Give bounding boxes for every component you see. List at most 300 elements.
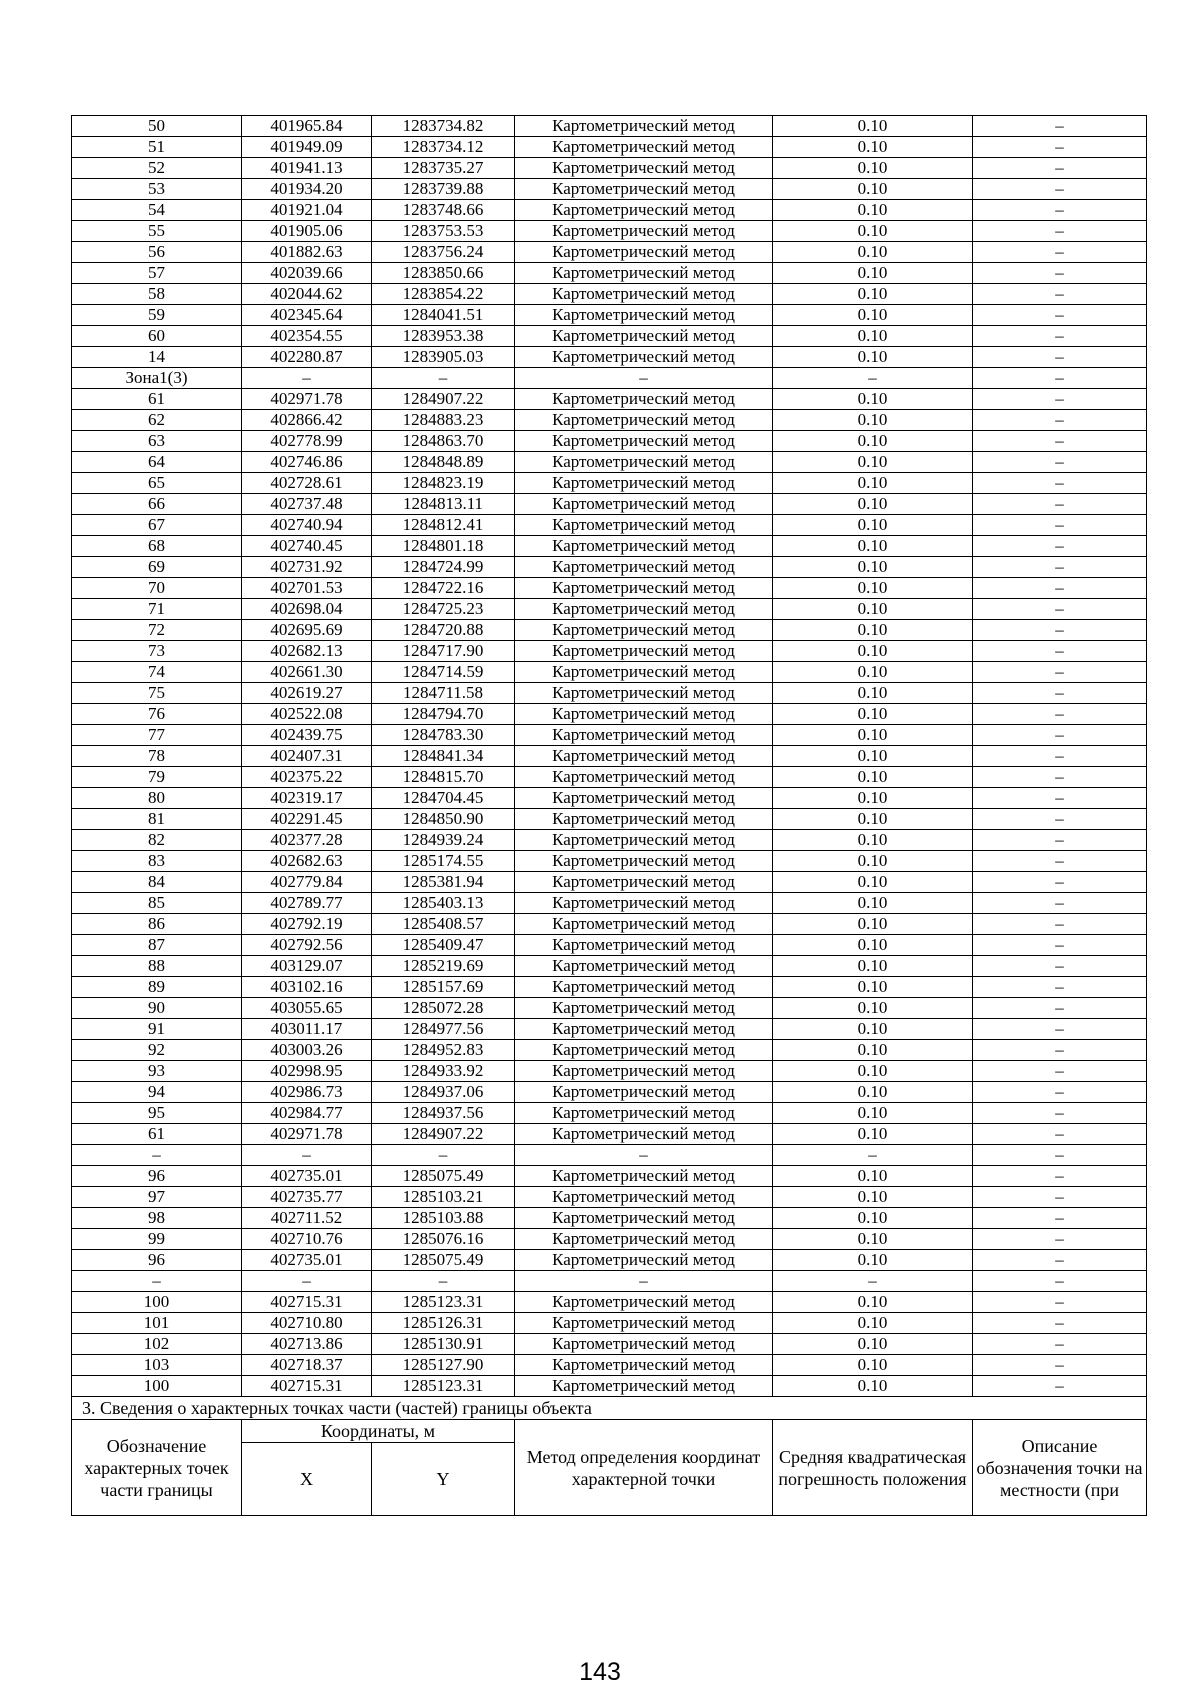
table-row (72, 767, 1147, 788)
x-cell: 402291.45 (242, 809, 372, 830)
description-cell: – (973, 956, 1147, 977)
table-row (72, 1019, 1147, 1040)
point-cell: 97 (72, 1187, 242, 1208)
y-cell: 1284939.24 (372, 830, 515, 851)
method-cell: Картометрический метод (515, 137, 773, 158)
description-cell: – (973, 263, 1147, 284)
y-cell: 1284937.56 (372, 1103, 515, 1124)
description-cell: – (973, 1187, 1147, 1208)
method-cell: Картометрический метод (515, 809, 773, 830)
y-cell: 1285409.47 (372, 935, 515, 956)
error-cell: 0.10 (773, 1103, 973, 1124)
y-cell: 1285123.31 (372, 1376, 515, 1397)
description-cell: – (973, 641, 1147, 662)
y-cell: 1284717.90 (372, 641, 515, 662)
method-cell: Картометрический метод (515, 347, 773, 368)
y-cell: 1283850.66 (372, 263, 515, 284)
method-cell: Картометрический метод (515, 473, 773, 494)
description-cell: – (973, 683, 1147, 704)
method-cell: Картометрический метод (515, 914, 773, 935)
x-cell: 402682.63 (242, 851, 372, 872)
y-cell: 1285103.21 (372, 1187, 515, 1208)
point-cell: 76 (72, 704, 242, 725)
method-cell: Картометрический метод (515, 1187, 773, 1208)
method-cell: Картометрический метод (515, 1040, 773, 1061)
method-cell: Картометрический метод (515, 1103, 773, 1124)
table-row (72, 473, 1147, 494)
method-cell: Картометрический метод (515, 641, 773, 662)
error-cell: 0.10 (773, 221, 973, 242)
table-row (72, 326, 1147, 347)
x-cell: 402039.66 (242, 263, 372, 284)
description-cell: – (973, 851, 1147, 872)
description-cell: – (973, 1355, 1147, 1376)
y-cell: 1284841.34 (372, 746, 515, 767)
table-row (72, 578, 1147, 599)
error-cell: 0.10 (773, 1334, 973, 1355)
header-description: Описание обозначения точки на местности (при (973, 1420, 1147, 1516)
method-cell: Картометрический метод (515, 662, 773, 683)
point-cell: 70 (72, 578, 242, 599)
table-row (72, 935, 1147, 956)
point-cell: 103 (72, 1355, 242, 1376)
error-cell: 0.10 (773, 557, 973, 578)
x-cell: 402789.77 (242, 893, 372, 914)
method-cell: Картометрический метод (515, 305, 773, 326)
description-cell: – (973, 1082, 1147, 1103)
description-cell: – (973, 368, 1147, 389)
table-row (72, 914, 1147, 935)
x-cell: 401965.84 (242, 116, 372, 137)
x-cell: 402044.62 (242, 284, 372, 305)
error-cell: 0.10 (773, 914, 973, 935)
y-cell: 1283756.24 (372, 242, 515, 263)
x-cell: 402737.48 (242, 494, 372, 515)
method-cell: Картометрический метод (515, 893, 773, 914)
description-cell: – (973, 977, 1147, 998)
table-row (72, 1208, 1147, 1229)
table-row (72, 1166, 1147, 1187)
error-cell: 0.10 (773, 599, 973, 620)
error-cell: 0.10 (773, 893, 973, 914)
table-row (72, 704, 1147, 725)
x-cell: 402280.87 (242, 347, 372, 368)
point-cell: 60 (72, 326, 242, 347)
y-cell: 1283734.12 (372, 137, 515, 158)
x-cell: 402971.78 (242, 389, 372, 410)
table-row (72, 977, 1147, 998)
y-cell: 1284823.19 (372, 473, 515, 494)
table-row (72, 788, 1147, 809)
table-row (72, 956, 1147, 977)
error-cell: 0.10 (773, 200, 973, 221)
x-cell: 402407.31 (242, 746, 372, 767)
table-row (72, 1355, 1147, 1376)
x-cell: 402698.04 (242, 599, 372, 620)
point-cell: 67 (72, 515, 242, 536)
method-cell: Картометрический метод (515, 326, 773, 347)
point-cell: 61 (72, 389, 242, 410)
y-cell: 1285126.31 (372, 1313, 515, 1334)
method-cell: Картометрический метод (515, 830, 773, 851)
method-cell: Картометрический метод (515, 515, 773, 536)
description-cell: – (973, 1019, 1147, 1040)
y-cell: 1285127.90 (372, 1355, 515, 1376)
point-cell: 14 (72, 347, 242, 368)
y-cell: 1284883.23 (372, 410, 515, 431)
error-cell: 0.10 (773, 1166, 973, 1187)
description-cell: – (973, 914, 1147, 935)
table-row (72, 830, 1147, 851)
description-cell: – (973, 1313, 1147, 1334)
error-cell: – (773, 1271, 973, 1292)
description-cell: – (973, 662, 1147, 683)
method-cell: Картометрический метод (515, 620, 773, 641)
description-cell: – (973, 179, 1147, 200)
method-cell: – (515, 1145, 773, 1166)
point-cell: – (72, 1145, 242, 1166)
method-cell: Картометрический метод (515, 221, 773, 242)
description-cell: – (973, 494, 1147, 515)
method-cell: Картометрический метод (515, 200, 773, 221)
x-cell: 402984.77 (242, 1103, 372, 1124)
point-cell: 102 (72, 1334, 242, 1355)
table-row (72, 116, 1147, 137)
point-cell: 89 (72, 977, 242, 998)
x-cell: 402710.76 (242, 1229, 372, 1250)
point-cell: 68 (72, 536, 242, 557)
description-cell: – (973, 326, 1147, 347)
point-cell: 71 (72, 599, 242, 620)
x-cell: 403003.26 (242, 1040, 372, 1061)
description-cell: – (973, 200, 1147, 221)
y-cell: 1284815.70 (372, 767, 515, 788)
y-cell: 1284977.56 (372, 1019, 515, 1040)
point-cell: 99 (72, 1229, 242, 1250)
x-cell: 401882.63 (242, 242, 372, 263)
description-cell: – (973, 1334, 1147, 1355)
error-cell: 0.10 (773, 1292, 973, 1313)
method-cell: Картометрический метод (515, 746, 773, 767)
table-row (72, 1376, 1147, 1397)
description-cell: – (973, 116, 1147, 137)
description-cell: – (973, 536, 1147, 557)
point-cell: 59 (72, 305, 242, 326)
description-cell: – (973, 578, 1147, 599)
method-cell: Картометрический метод (515, 1376, 773, 1397)
x-cell: 402377.28 (242, 830, 372, 851)
method-cell: Картометрический метод (515, 452, 773, 473)
point-cell: 56 (72, 242, 242, 263)
description-cell: – (973, 1271, 1147, 1292)
table-row (72, 1271, 1147, 1292)
y-cell: 1284041.51 (372, 305, 515, 326)
table-row (72, 893, 1147, 914)
y-cell: 1284794.70 (372, 704, 515, 725)
table-row (72, 389, 1147, 410)
x-cell: 402715.31 (242, 1292, 372, 1313)
x-cell: 402998.95 (242, 1061, 372, 1082)
description-cell: – (973, 809, 1147, 830)
description-cell: – (973, 284, 1147, 305)
y-cell: 1285408.57 (372, 914, 515, 935)
description-cell: – (973, 704, 1147, 725)
error-cell: 0.10 (773, 704, 973, 725)
y-cell: 1283735.27 (372, 158, 515, 179)
description-cell: – (973, 767, 1147, 788)
x-cell: 403055.65 (242, 998, 372, 1019)
error-cell: 0.10 (773, 809, 973, 830)
y-cell: 1284725.23 (372, 599, 515, 620)
point-cell: 54 (72, 200, 242, 221)
y-cell: 1285403.13 (372, 893, 515, 914)
description-cell: – (973, 872, 1147, 893)
y-cell: 1284907.22 (372, 1124, 515, 1145)
table-row (72, 368, 1147, 389)
table-row (72, 284, 1147, 305)
y-cell: 1284783.30 (372, 725, 515, 746)
method-cell: Картометрический метод (515, 1082, 773, 1103)
description-cell: – (973, 242, 1147, 263)
point-cell: 79 (72, 767, 242, 788)
error-cell: 0.10 (773, 683, 973, 704)
y-cell: 1284907.22 (372, 389, 515, 410)
description-cell: – (973, 410, 1147, 431)
table-row (72, 1040, 1147, 1061)
point-cell: 72 (72, 620, 242, 641)
table-row (72, 1334, 1147, 1355)
description-cell: – (973, 389, 1147, 410)
description-cell: – (973, 725, 1147, 746)
error-cell: 0.10 (773, 1355, 973, 1376)
x-cell: – (242, 1145, 372, 1166)
table-row (72, 557, 1147, 578)
method-cell: Картометрический метод (515, 851, 773, 872)
method-cell: Картометрический метод (515, 557, 773, 578)
point-cell: 80 (72, 788, 242, 809)
point-cell: 73 (72, 641, 242, 662)
error-cell: 0.10 (773, 1019, 973, 1040)
y-cell: 1283905.03 (372, 347, 515, 368)
table-row (72, 1250, 1147, 1271)
table-row (72, 179, 1147, 200)
y-cell: 1285157.69 (372, 977, 515, 998)
x-cell: 402713.86 (242, 1334, 372, 1355)
point-cell: 64 (72, 452, 242, 473)
x-cell: 402319.17 (242, 788, 372, 809)
x-cell: 402740.45 (242, 536, 372, 557)
method-cell: Картометрический метод (515, 683, 773, 704)
description-cell: – (973, 1229, 1147, 1250)
x-cell: 402866.42 (242, 410, 372, 431)
y-cell: 1284937.06 (372, 1082, 515, 1103)
x-cell: 402986.73 (242, 1082, 372, 1103)
method-cell: Картометрический метод (515, 1229, 773, 1250)
table-row (72, 494, 1147, 515)
table-row (72, 158, 1147, 179)
description-cell: – (973, 893, 1147, 914)
point-cell: 55 (72, 221, 242, 242)
point-cell: 66 (72, 494, 242, 515)
description-cell: – (973, 1103, 1147, 1124)
point-cell: 83 (72, 851, 242, 872)
x-cell: 402746.86 (242, 452, 372, 473)
description-cell: – (973, 1061, 1147, 1082)
method-cell: Картометрический метод (515, 242, 773, 263)
table-row (72, 1313, 1147, 1334)
table-row (72, 263, 1147, 284)
x-cell: 402735.77 (242, 1187, 372, 1208)
y-cell: 1285130.91 (372, 1334, 515, 1355)
point-cell: 51 (72, 137, 242, 158)
table-row (72, 683, 1147, 704)
description-cell: – (973, 473, 1147, 494)
error-cell: 0.10 (773, 242, 973, 263)
error-cell: 0.10 (773, 1082, 973, 1103)
x-cell: 402779.84 (242, 872, 372, 893)
description-cell: – (973, 788, 1147, 809)
error-cell: 0.10 (773, 389, 973, 410)
method-cell: Картометрический метод (515, 599, 773, 620)
table-row (72, 599, 1147, 620)
error-cell: 0.10 (773, 1061, 973, 1082)
y-cell: 1284724.99 (372, 557, 515, 578)
x-cell: 402715.31 (242, 1376, 372, 1397)
error-cell: 0.10 (773, 1229, 973, 1250)
method-cell: Картометрический метод (515, 1166, 773, 1187)
x-cell: – (242, 368, 372, 389)
y-cell: 1283748.66 (372, 200, 515, 221)
error-cell: 0.10 (773, 1187, 973, 1208)
error-cell: 0.10 (773, 494, 973, 515)
x-cell: 401905.06 (242, 221, 372, 242)
method-cell: Картометрический метод (515, 1208, 773, 1229)
method-cell: Картометрический метод (515, 767, 773, 788)
x-cell: 402778.99 (242, 431, 372, 452)
point-cell: 75 (72, 683, 242, 704)
x-cell: 402345.64 (242, 305, 372, 326)
method-cell: – (515, 1271, 773, 1292)
y-cell: 1283854.22 (372, 284, 515, 305)
y-cell: – (372, 368, 515, 389)
description-cell: – (973, 305, 1147, 326)
y-cell: – (372, 1145, 515, 1166)
point-cell: 57 (72, 263, 242, 284)
point-cell: 88 (72, 956, 242, 977)
x-cell: 401941.13 (242, 158, 372, 179)
description-cell: – (973, 1145, 1147, 1166)
method-cell: Картометрический метод (515, 284, 773, 305)
x-cell: 402711.52 (242, 1208, 372, 1229)
error-cell: 0.10 (773, 872, 973, 893)
method-cell: Картометрический метод (515, 1250, 773, 1271)
point-cell: 81 (72, 809, 242, 830)
error-cell: 0.10 (773, 641, 973, 662)
error-cell: 0.10 (773, 977, 973, 998)
y-cell: 1285123.31 (372, 1292, 515, 1313)
table-row (72, 221, 1147, 242)
error-cell: 0.10 (773, 473, 973, 494)
method-cell: Картометрический метод (515, 1061, 773, 1082)
error-cell: 0.10 (773, 536, 973, 557)
method-cell: Картометрический метод (515, 1124, 773, 1145)
point-cell: 84 (72, 872, 242, 893)
y-cell: 1284952.83 (372, 1040, 515, 1061)
error-cell: 0.10 (773, 1250, 973, 1271)
error-cell: 0.10 (773, 1124, 973, 1145)
x-cell: 402731.92 (242, 557, 372, 578)
description-cell: – (973, 1166, 1147, 1187)
table-row (72, 515, 1147, 536)
method-cell: Картометрический метод (515, 725, 773, 746)
table-row (72, 431, 1147, 452)
method-cell: – (515, 368, 773, 389)
method-cell: Картометрический метод (515, 977, 773, 998)
point-cell: 96 (72, 1250, 242, 1271)
table-body (72, 116, 1147, 1397)
description-cell: – (973, 1124, 1147, 1145)
description-cell: – (973, 1208, 1147, 1229)
x-cell: – (242, 1271, 372, 1292)
y-cell: 1285075.49 (372, 1166, 515, 1187)
y-cell: 1285072.28 (372, 998, 515, 1019)
x-cell: 402728.61 (242, 473, 372, 494)
method-cell: Картометрический метод (515, 935, 773, 956)
point-cell: 69 (72, 557, 242, 578)
description-cell: – (973, 1292, 1147, 1313)
method-cell: Картометрический метод (515, 1019, 773, 1040)
point-cell: 101 (72, 1313, 242, 1334)
y-cell: 1283739.88 (372, 179, 515, 200)
table-row (72, 1292, 1147, 1313)
point-cell: 50 (72, 116, 242, 137)
point-cell: 74 (72, 662, 242, 683)
point-cell: 53 (72, 179, 242, 200)
description-cell: – (973, 1376, 1147, 1397)
error-cell: 0.10 (773, 263, 973, 284)
description-cell: – (973, 620, 1147, 641)
method-cell: Картометрический метод (515, 1334, 773, 1355)
error-cell: 0.10 (773, 830, 973, 851)
table-row (72, 1229, 1147, 1250)
y-cell: 1284933.92 (372, 1061, 515, 1082)
y-cell: 1284850.90 (372, 809, 515, 830)
point-cell: 86 (72, 914, 242, 935)
x-cell: 401934.20 (242, 179, 372, 200)
point-cell: 77 (72, 725, 242, 746)
description-cell: – (973, 137, 1147, 158)
method-cell: Картометрический метод (515, 788, 773, 809)
description-cell: – (973, 998, 1147, 1019)
description-cell: – (973, 452, 1147, 473)
x-cell: 402522.08 (242, 704, 372, 725)
error-cell: 0.10 (773, 1208, 973, 1229)
y-cell: 1284863.70 (372, 431, 515, 452)
error-cell: 0.10 (773, 956, 973, 977)
table-row (72, 1103, 1147, 1124)
method-cell: Картометрический метод (515, 872, 773, 893)
point-cell: 98 (72, 1208, 242, 1229)
error-cell: 0.10 (773, 284, 973, 305)
table-row (72, 746, 1147, 767)
error-cell: 0.10 (773, 1040, 973, 1061)
table-row (72, 137, 1147, 158)
x-cell: 402971.78 (242, 1124, 372, 1145)
x-cell: 402735.01 (242, 1250, 372, 1271)
table-row (72, 1082, 1147, 1103)
error-cell: 0.10 (773, 410, 973, 431)
header-x: X (242, 1443, 372, 1516)
